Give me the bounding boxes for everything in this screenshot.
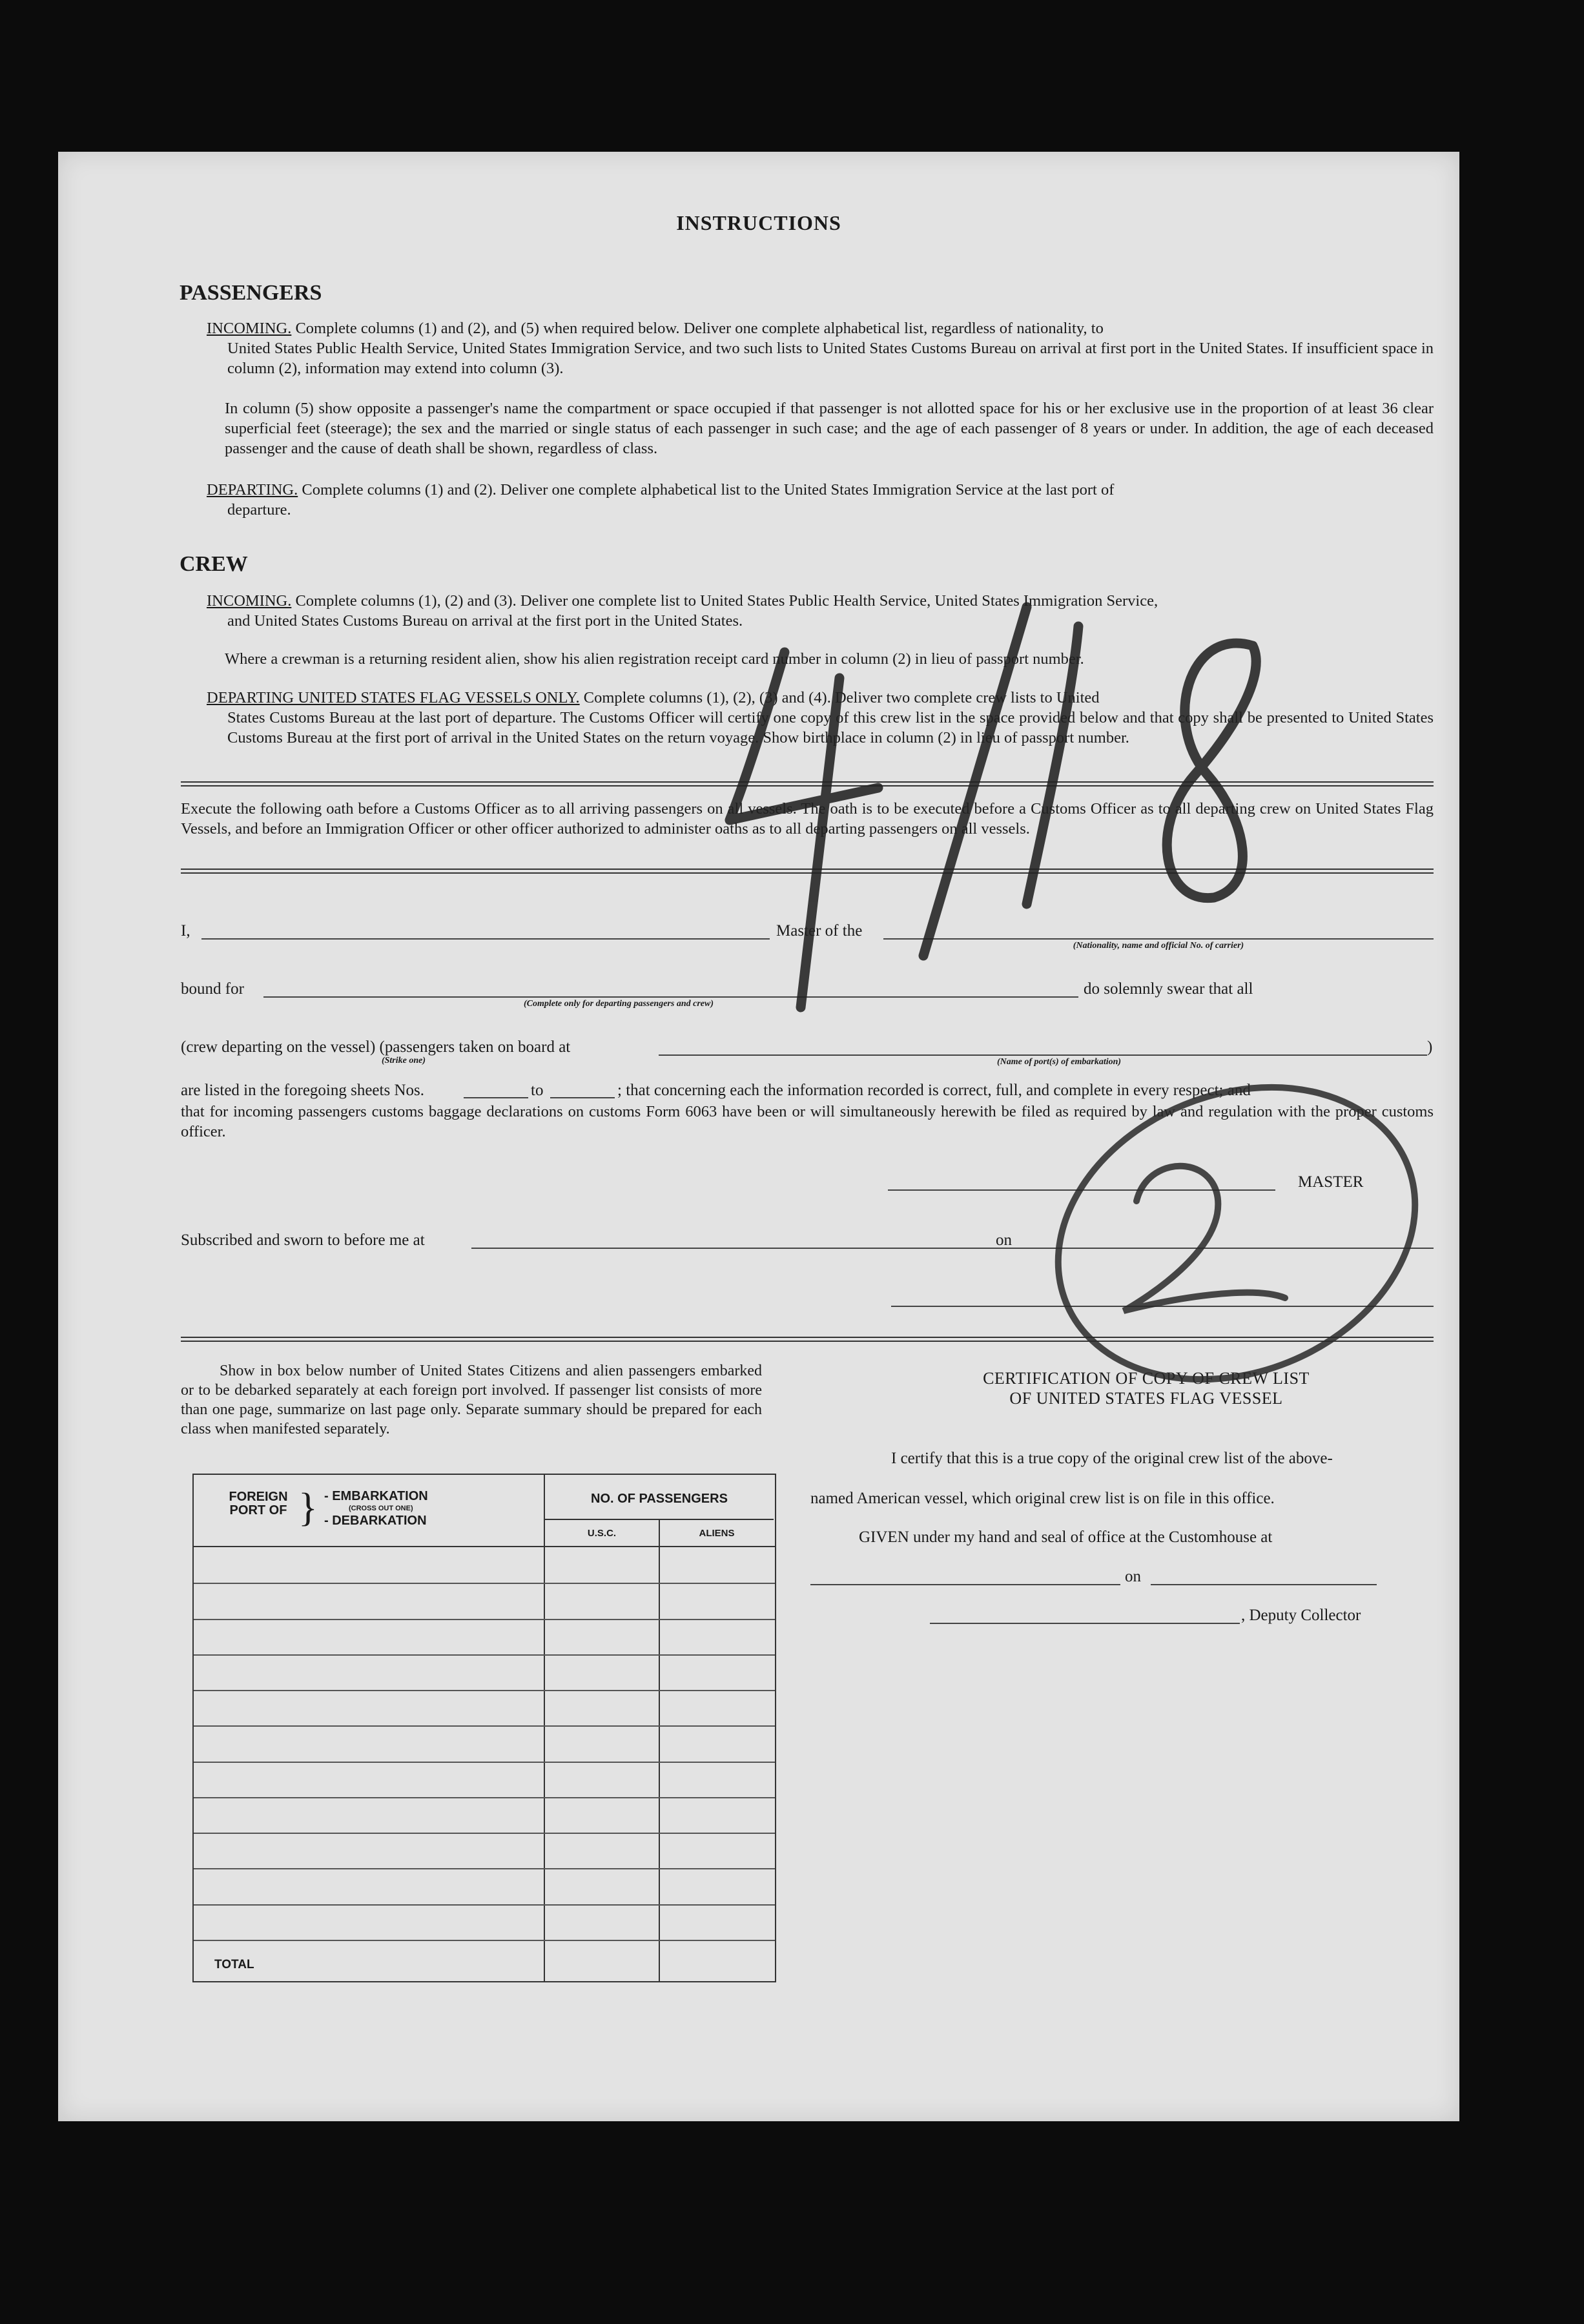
crew-departing-lead: DEPARTING UNITED STATES FLAG VESSELS ONLY.: [207, 689, 580, 706]
subscribed-place-line[interactable]: [471, 1248, 1053, 1249]
summary-divider: [181, 1337, 1434, 1342]
oath-listed-rest: that for incoming passengers customs baggage declarations on customs Form 6063 have been or will simultaneously herewith be filed as required by law and regulation with the proper customs officer.: [181, 1103, 1434, 1140]
certification-heading-line-1: CERTIFICATION OF COPY OF CREW LIST: [983, 1369, 1310, 1388]
certification-text-2: named American vessel, which original crew list is on file in this office.: [810, 1490, 1275, 1507]
summary-row-line: [194, 1940, 775, 1941]
deputy-collector-label: , Deputy Collector: [1241, 1607, 1361, 1624]
crew-incoming-text: Complete columns (1), (2) and (3). Deliver one complete list to United States Public Health Service, United States Immigration Service,: [295, 592, 1158, 610]
crew-incoming-paragraph: [207, 591, 1434, 631]
col-aliens: ALIENS: [699, 1528, 735, 1539]
table-vline-2: [659, 1519, 660, 1981]
oath-master-of: Master of the: [776, 922, 863, 940]
subscribed-date-line[interactable]: [1020, 1248, 1434, 1249]
ports-caption: (Name of port(s) of embarkation): [996, 1057, 1122, 1067]
col-usc: U.S.C.: [587, 1528, 617, 1539]
passengers-incoming-continuation: United States Public Health Service, United States Immigration Service, and two such lists to United States Customs Bureau on arrival at first port in the United States. If insufficient space in column (2), information may extend into column (3).: [227, 340, 1434, 377]
crew-incoming-lead: INCOMING.: [207, 592, 292, 610]
oath-crew-departing: (crew departing on the vessel) (passengers taken on board at: [181, 1038, 571, 1056]
col-no-of-passengers: NO. OF PASSENGERS: [591, 1492, 728, 1506]
officer-signature-line[interactable]: [891, 1306, 1434, 1307]
sheet-from-line[interactable]: [464, 1097, 528, 1098]
summary-row-line: [194, 1868, 775, 1869]
summary-row-line: [194, 1904, 775, 1906]
passengers-departing-lead: DEPARTING.: [207, 481, 298, 499]
oath-listed-a: are listed in the foregoing sheets Nos.: [181, 1082, 424, 1099]
bound-caption: (Complete only for departing passengers and crew): [524, 999, 714, 1009]
customhouse-line[interactable]: [810, 1584, 1120, 1585]
brace-icon: }: [298, 1486, 318, 1530]
form-title: INSTRUCTIONS: [676, 211, 841, 234]
passenger-summary-table: [192, 1474, 776, 1982]
oath-instructions: Execute the following oath before a Customs Officer as to all arriving passengers on all vessels. The oath is to be executed before a Customs Officer as to all departing crew on United States Flag Vessels, and before an Immigration Officer or other officer authorized to administer oaths as to all departing passengers on all vessels.: [181, 800, 1434, 838]
oath-close-paren: ): [1427, 1038, 1433, 1056]
certification-heading: [859, 1368, 1434, 1408]
crew-resident-paragraph: Where a crewman is a returning resident alien, show his alien registration receipt card number in column (2) in lieu of passport number.: [225, 650, 1084, 668]
passengers-incoming-lead: INCOMING.: [207, 320, 292, 337]
passengers-departing-continuation: departure.: [227, 501, 291, 519]
oath-divider: [181, 869, 1434, 874]
certification-date-line[interactable]: [1151, 1584, 1377, 1585]
crew-departing-paragraph: [207, 688, 1434, 748]
summary-row-line: [194, 1762, 775, 1763]
summary-row-line: [194, 1833, 775, 1834]
passengers-incoming-paragraph: [207, 318, 1434, 378]
col-crossout: (CROSS OUT ONE): [349, 1505, 413, 1512]
master-name-line[interactable]: [201, 938, 770, 940]
sheet-to-line[interactable]: [550, 1097, 615, 1098]
carrier-line[interactable]: [883, 938, 1434, 940]
summary-total-label: TOTAL: [214, 1958, 254, 1971]
summary-row-line: [194, 1619, 775, 1620]
certification-text-1: I certify that this is a true copy of the original crew list of the above-: [891, 1450, 1333, 1467]
oath-listed-to: to: [531, 1082, 544, 1099]
crew-departing-text: Complete columns (1), (2), (3) and (4). Deliver two complete crew lists to United: [583, 689, 1100, 706]
crew-incoming-continuation: and United States Customs Bureau on arrival at the first port in the United States.: [227, 612, 743, 630]
passengers-column5-paragraph: In column (5) show opposite a passenger's name the compartment or space occupied if that passenger is not allotted space for his or her exclusive use in the proportion of at least 36 clear superficial feet (steerage); the sex and the married or single status of each passenger in such case; and the age of each passenger of 8 years or under. In addition, the age of each deceased passenger and the cause of death shall be shown, regardless of class.: [225, 400, 1434, 457]
section-divider: [181, 781, 1434, 787]
col-foreign-port: FOREIGN PORT OF: [229, 1490, 288, 1517]
bound-for-line[interactable]: [263, 996, 1078, 998]
passengers-departing-text: Complete columns (1) and (2). Deliver one complete alphabetical list to the United States Immigration Service at the last port of: [302, 481, 1115, 499]
certification-heading-line-2: OF UNITED STATES FLAG VESSEL: [1009, 1389, 1283, 1408]
summary-row-line: [194, 1725, 775, 1727]
table-header-rule: [194, 1546, 775, 1547]
subscribed-on: on: [996, 1231, 1012, 1249]
master-signature-label: MASTER: [1298, 1173, 1364, 1191]
oath-swear: do solemnly swear that all: [1084, 980, 1253, 998]
crew-heading: CREW: [180, 552, 248, 576]
embarkation-ports-line[interactable]: [659, 1054, 1427, 1056]
summary-row-line: [194, 1690, 775, 1691]
certification-given: GIVEN under my hand and seal of office at the Customhouse at: [859, 1528, 1273, 1546]
col-debarkation: - DEBARKATION: [324, 1514, 427, 1528]
oath-bound-for: bound for: [181, 980, 244, 998]
crew-departing-continuation: States Customs Bureau at the last port of departure. The Customs Officer will certify one copy of this crew list in the space provided below and that copy shall be presented to United States Customs Bureau at the first port of arrival in the United States on the return voyage. Show birthplace in column (2) in lieu of passport number.: [227, 709, 1434, 746]
col-embarkation: - EMBARKATION: [324, 1489, 428, 1503]
passengers-departing-paragraph: [207, 480, 1434, 520]
master-signature-line[interactable]: [888, 1189, 1275, 1191]
deputy-signature-line[interactable]: [930, 1623, 1240, 1624]
strike-one-caption: (Strike one): [381, 1056, 426, 1065]
passengers-incoming-text: Complete columns (1) and (2), and (5) when required below. Deliver one complete alphabetical list, regardless of nationality, to: [295, 320, 1104, 337]
summary-instructions: Show in box below number of United States Citizens and alien passengers embarked or to be debarked separately at each foreign port involved. If passenger list consists of more than one page, summarize on last page only. Separate summary should be prepared for each class when manifested separately.: [181, 1363, 762, 1437]
summary-row-line: [194, 1583, 775, 1584]
carrier-caption: (Nationality, name and official No. of carrier): [1073, 941, 1244, 951]
subscribed-label: Subscribed and sworn to before me at: [181, 1231, 425, 1249]
passengers-heading: PASSENGERS: [180, 281, 322, 305]
oath-listed-b: ; that concerning each the information recorded is correct, full, and complete in every respect; and: [617, 1082, 1251, 1099]
form-sheet: [58, 152, 1459, 2121]
oath-i-label: I,: [181, 922, 190, 940]
summary-row-line: [194, 1654, 775, 1656]
certification-on: on: [1125, 1568, 1141, 1585]
summary-row-line: [194, 1797, 775, 1798]
